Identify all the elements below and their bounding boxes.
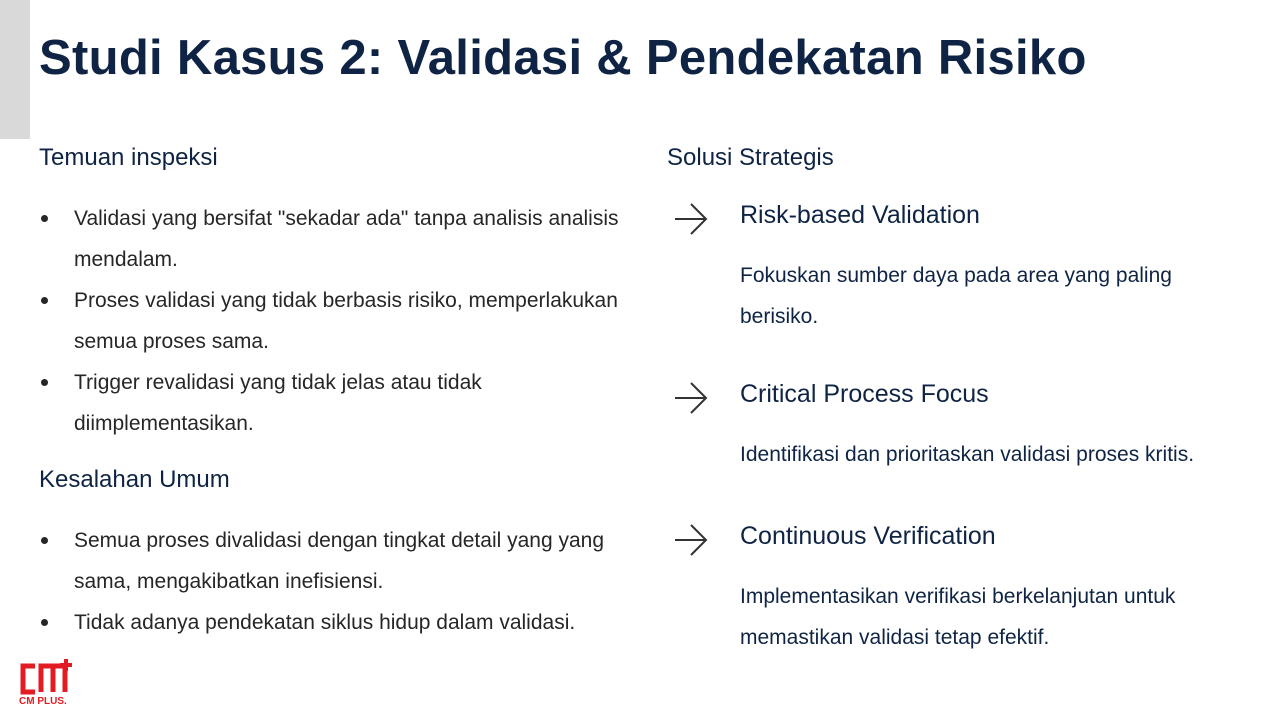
inspection-item: Trigger revalidasi yang tidak jelas atau tidak diimplementasikan. (39, 362, 629, 444)
errors-list (39, 520, 629, 643)
arrow-right-icon (672, 521, 710, 559)
inspection-heading: Temuan inspeksi (39, 144, 218, 171)
bullet-icon (41, 379, 48, 386)
bullet-icon (41, 215, 48, 222)
solution-description: Fokuskan sumber daya pada area yang paling berisiko. (740, 264, 1172, 328)
bullet-icon (41, 297, 48, 304)
solution-description: Identifikasi dan prioritaskan validasi proses kritis. (740, 443, 1195, 466)
solution-title: Critical Process Focus (740, 380, 989, 408)
solutions-heading: Solusi Strategis (667, 144, 834, 171)
error-item: Tidak adanya pendekatan siklus hidup dalam validasi. (39, 602, 629, 643)
bullet-icon (41, 537, 48, 544)
error-item: Semua proses divalidasi dengan tingkat detail yang yang sama, mengakibatkan inefisiensi. (39, 520, 629, 602)
inspection-list (39, 198, 629, 444)
solution-title: Continuous Verification (740, 522, 996, 550)
inspection-item: Validasi yang bersifat "sekadar ada" tanpa analisis analisis mendalam. (39, 198, 629, 280)
logo-text: CM PLUS. (19, 696, 67, 707)
title-accent-bar (0, 0, 30, 139)
cm-plus-logo-icon (19, 658, 75, 696)
solution-description: Implementasikan verifikasi berkelanjutan untuk memastikan validasi tetap efektif. (740, 585, 1176, 649)
slide-title: Studi Kasus 2: Validasi & Pendekatan Risiko (39, 31, 1087, 85)
arrow-right-icon (672, 379, 710, 417)
bullet-icon (41, 619, 48, 626)
cm-plus-logo (19, 658, 79, 710)
inspection-item: Proses validasi yang tidak berbasis risiko, memperlakukan semua proses sama. (39, 280, 629, 362)
errors-heading: Kesalahan Umum (39, 466, 230, 493)
arrow-right-icon (672, 200, 710, 238)
solution-title: Risk-based Validation (740, 201, 980, 229)
